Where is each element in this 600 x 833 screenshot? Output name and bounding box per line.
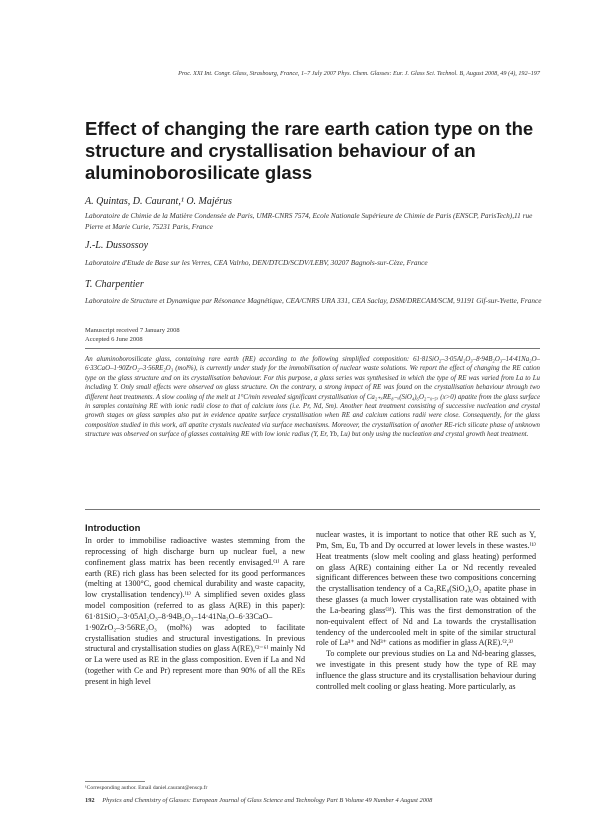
- paragraph: In order to immobilise radioactive wastes stemming from the reprocessing of high discharge burn up nuclear fuel, a new confinement glass matrix has been recently envisaged.⁽¹⁾ A rare earth (RE) rich glass has been selected for its good performances (melting at 1300°C, good chemical durability and waste capacity, low crystallisation tendency).⁽¹⁾ A simplified seven oxides glass model composition (referred to as glass A(RE) in this paper): 61·81SiO₂–3·05Al₂O₃–8·94B₂O₃–14·41Na₂O–6·33CaO–1·90ZrO₂–3·56RE₂O₃ (mol%) was adopted to facilitate crystallisation studies and structural investigations. In previous structural and crystallisation studies on glass A(RE),⁽²⁻⁶⁾ mainly Nd or La were used as RE in the glass composition. Even if La and Nd (together with Ce and Pr) represent more than 90% of all the REs present in high level: [85, 536, 305, 686]
- abstract-bottom-rule: [85, 509, 540, 510]
- paragraph: nuclear wastes, it is important to notice that other RE such as Y, Pm, Sm, Eu, Tb and Dy occurred at lower levels in these wastes.⁽¹⁾ Heat treatments (slow melt cooling and glass heating) performed on glass A(RE) containing either La or Nd recently revealed significant differences between these two compositions concerning the crystallisation tendency of a Ca₂RE₈(SiO₄)₆O₂ apatite phase in these glasses (a much lower crystallisation rate was obtained with the La-bearing glass⁽³⁾). This was the first demonstration of the non-equivalent effect of Nd and La towards the crystallisation tendency of the undercooled melt in spite of the similar structural role of La³⁺ and Nd³⁺ cations as modifier in glass A(RE).⁽²,³⁾: [316, 530, 536, 648]
- page-footer: [85, 797, 545, 804]
- paragraph: To complete our previous studies on La and Nd-bearing glasses, we investigate in this present study how the type of RE may influence the glass structure and its crystallisation behaviour during controlled melt cooling or glass heating. More particularly, as: [316, 649, 536, 691]
- page-number: 192: [85, 797, 95, 804]
- article-title: Effect of changing the rare earth cation type on the structure and crystallisation behaviour of an aluminoborosilicate glass: [85, 118, 534, 183]
- journal-footer: Physics and Chemistry of Glasses: European Journal of Glass Science and Technology Part B Volume 49 Number 4 August 2008: [102, 797, 433, 804]
- affiliation: Laboratoire de Chimie de la Matière Condensée de Paris, UMR-CNRS 7574, Ecole Nationale Supérieure de Chimie de Paris (ENSCP, ParisTech),11 rue Pierre et Marie Curie, 75231 Paris, France: [85, 211, 533, 231]
- received-date: Manuscript received 7 January 2008: [85, 327, 180, 334]
- author-line: J.-L. Dussossoy: [85, 240, 149, 251]
- manuscript-dates: [85, 326, 385, 344]
- section-heading-introduction: Introduction: [85, 523, 141, 534]
- author-line: A. Quintas, D. Caurant,¹ O. Majérus: [85, 196, 232, 207]
- running-header: Proc. XXI Int. Congr. Glass, Strasbourg, France, 1–7 July 2007 Phys. Chem. Glasses: Eur. J. Glass Sci. Technol. B, August 2008, 49 (4), 192–197: [178, 70, 540, 77]
- affiliation: Laboratoire d'Etude de Base sur les Verres, CEA Valrho, DEN/DTCD/SCDV/LEBV, 30207 Bagnols-sur-Cèze, France: [85, 258, 428, 267]
- accepted-date: Accepted 6 June 2008: [85, 336, 143, 343]
- affiliation: Laboratoire de Structure et Dynamique par Résonance Magnétique, CEA/CNRS URA 331, CEA Saclay, DSM/DRECAM/SCM, 91191 Gif-sur-Yvette, France: [85, 296, 542, 305]
- author-line: T. Charpentier: [85, 279, 144, 290]
- footnote-rule: [85, 781, 145, 782]
- footnote: ¹Corresponding author. Email daniel.caurant@enscp.fr: [85, 785, 208, 791]
- abstract: An aluminoborosilicate glass, containing rare earth (RE) according to the following simplified composition: 61·81SiO₂–3·05Al₂O₃–8·94B₂O₃–14·41Na₂O–6·33CaO–1·90ZrO₂–3·56RE₂O₃ (mol%), is currently under study for the immobilisation of nuclear waste solutions. We report the effect of changing the RE cation type on the glass structure and on its crystallisation behaviour. For this purpose, a glass series was synthesised in which the type of RE was varied from La to Lu including Y. Only small effects were observed on glass structure. On the contrary, a strong impact of RE was found on the crystallisation behaviour through two different heat treatments. A slow cooling of the melt at 1°C/min revealed significant crystallisation of Ca₂₊ₓRE₈₋ₓ(SiO₄)₆O₂₋₀.₅ₓ (x>0) apatite from the glass surface in samples containing RE with ionic radii close to that of calcium ions (i.e. Pr, Nd, Sm). Another heat treatment consisting of successive nucleation and crystal growth stages on glass samples also put in evidence apatite surface crystallisation when RE and calcium cations radii were close. Consequently, for the glass composition studied in this work, all apatite crystals nucleated via surface mechanisms. Moreover, the crystallisation of another RE-rich silicate phase of unknown structure was observed on surface of glasses containing RE with low ionic radius (Y, Er, Yb, Lu) but only using the nucleation and crystal growth heat treatment.: [85, 356, 540, 439]
- column-right: [316, 530, 536, 693]
- column-left: [85, 536, 305, 688]
- abstract-top-rule: [85, 348, 540, 349]
